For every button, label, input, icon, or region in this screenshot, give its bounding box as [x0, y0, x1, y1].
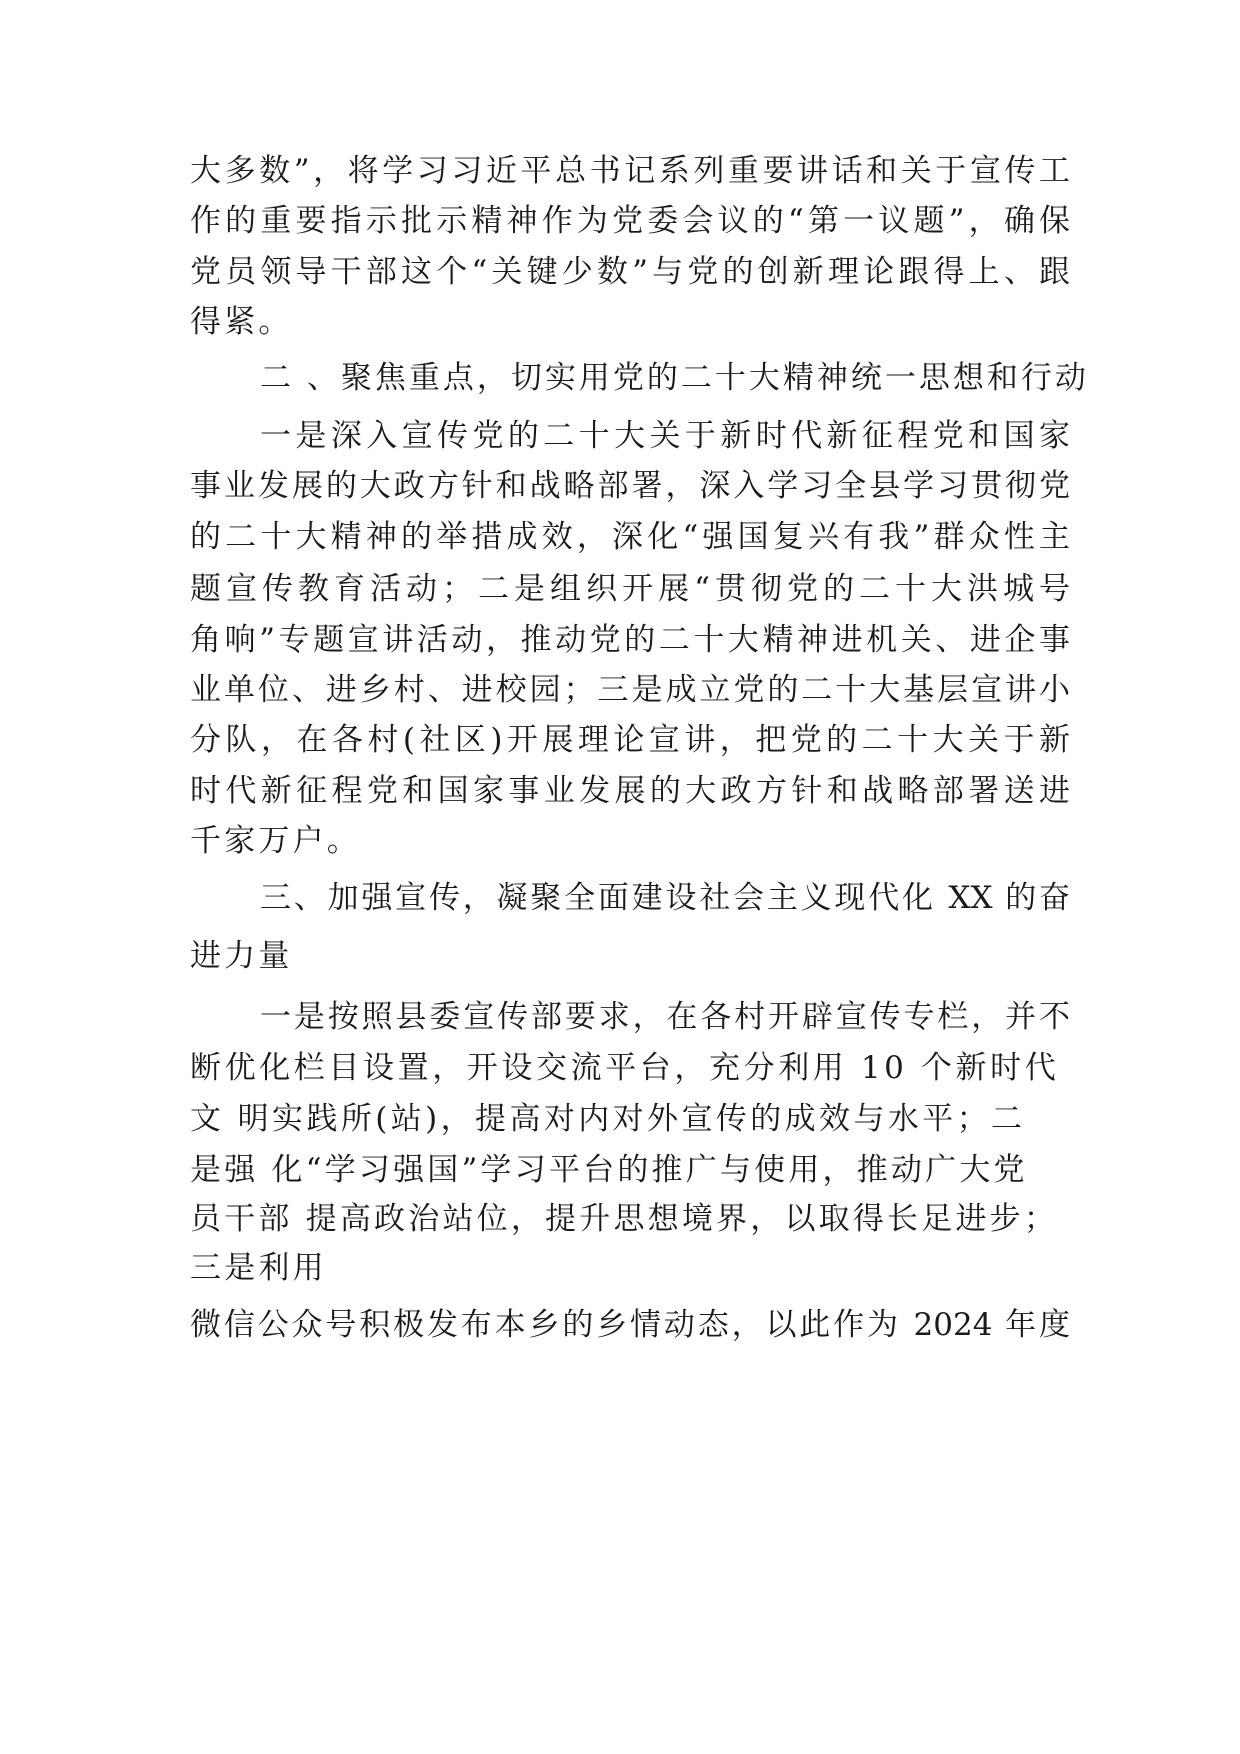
paragraph-line: 微信公众号积极发布本乡的乡情动态，以此作为 2024 年度	[190, 1307, 1070, 1343]
paragraph-line: 千家万户。	[190, 823, 361, 859]
paragraph-line: 文 明实践所(站)，提高对内对外宣传的成效与水平；二	[190, 1101, 1026, 1137]
section-heading: 三、加强宣传，凝聚全面建设社会主义现代化 XX 的奋	[260, 880, 1070, 916]
paragraph-line: 作的重要指示批示精神作为党委会议的“第一议题”，确保	[190, 203, 1070, 239]
section-heading-continued: 进力量	[190, 938, 293, 974]
paragraph-line: 角响”专题宣讲活动，推动党的二十大精神进机关、进企事	[190, 622, 1070, 658]
paragraph-line: 一是按照县委宣传部要求，在各村开辟宣传专栏，并不	[260, 999, 1070, 1035]
paragraph-line: 题宣传教育活动；二是组织开展“贯彻党的二十大洪城号	[190, 571, 1070, 607]
paragraph-line: 时代新征程党和国家事业发展的大政方针和战略部署送进	[190, 773, 1070, 809]
paragraph-line: 一是深入宣传党的二十大关于新时代新征程党和国家	[260, 418, 1070, 454]
paragraph-line: 党员领导干部这个“关键少数”与党的创新理论跟得上、跟	[190, 254, 1070, 290]
paragraph-line: 得紧。	[190, 304, 293, 340]
paragraph-line: 断优化栏目设置，开设交流平台，充分利用 10 个新时代	[190, 1050, 1060, 1086]
paragraph-line: 大多数”，将学习习近平总书记系列重要讲话和关于宣传工	[190, 153, 1070, 189]
paragraph-line: 事业发展的大政方针和战略部署，深入学习全县学习贯彻党	[190, 468, 1070, 504]
paragraph-line: 分队，在各村(社区)开展理论宣讲，把党的二十大关于新	[190, 722, 1070, 758]
paragraph-line: 员干部 提高政治站位，提升思想境界，以取得长足进步；	[190, 1201, 1059, 1237]
paragraph-line: 三是利用	[190, 1250, 327, 1286]
paragraph-line: 业单位、进乡村、进校园；三是成立党的二十大基层宣讲小	[190, 672, 1070, 708]
section-heading: 二 、聚焦重点，切实用党的二十大精神统一思想和行动	[260, 360, 1089, 396]
paragraph-line: 的二十大精神的举措成效，深化“强国复兴有我”群众性主	[190, 519, 1070, 555]
paragraph-line: 是强 化“学习强国”学习平台的推广与使用，推动广大党	[190, 1152, 1028, 1188]
